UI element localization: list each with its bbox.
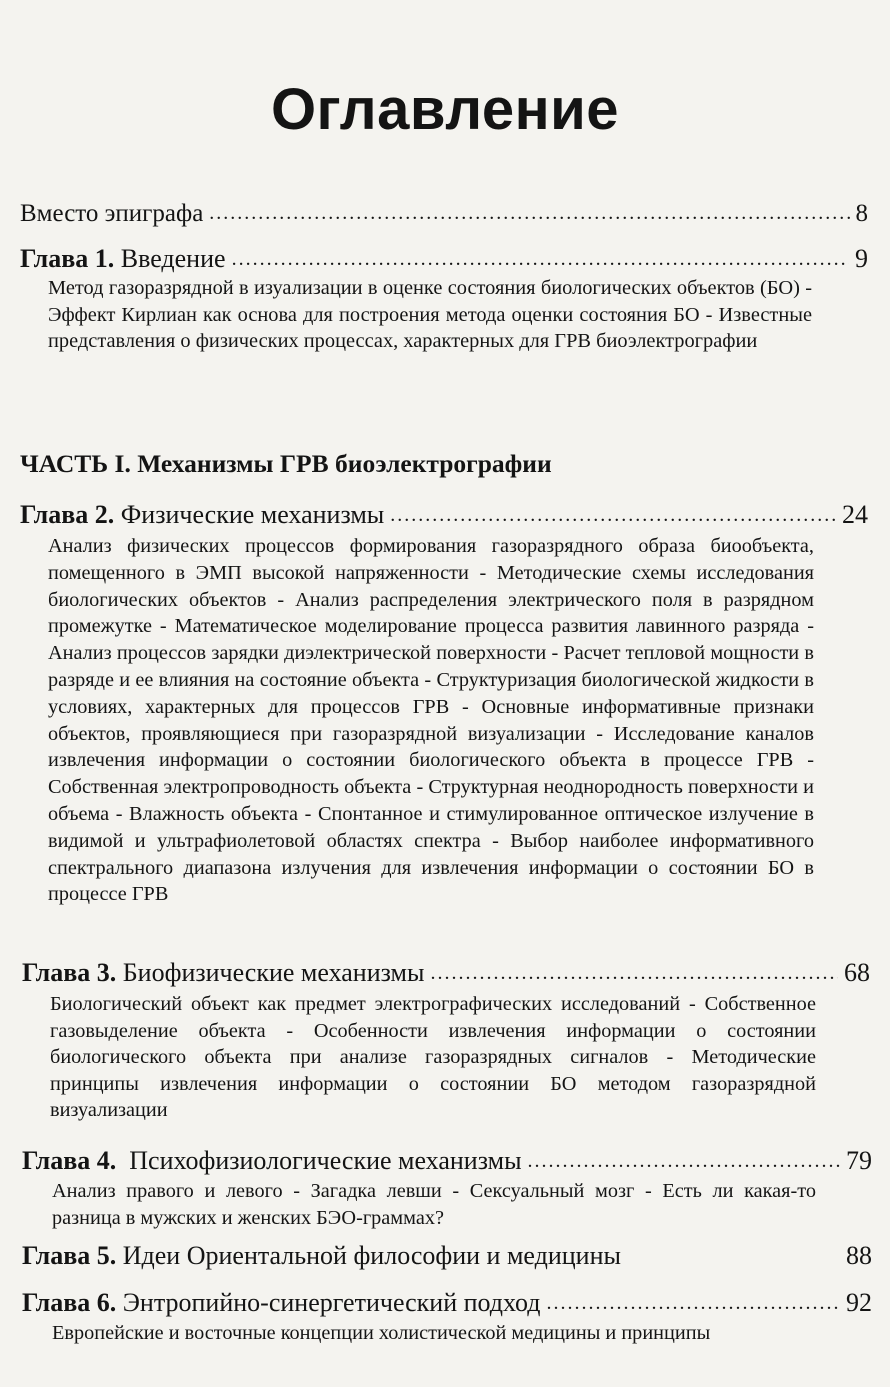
chapter-number: Глава 5.: [22, 1241, 117, 1270]
chapter-2-description: Анализ физических процессов формирования газоразрядного образа биообъекта, помещенного в ЭМП высокой напряженности - Методические схемы исследования биологических объектов - Анализ распределения электрического поля в разрядном промежутке - Математическое моделирование процесса развития лавинного разряда - Анализ процессов зарядки диэлектрической поверхности - Расчет тепловой мощности в разряде и ее влияния на состояние объекта - Структуризация биологической жидкости в условиях, характерных для процессов ГРВ - Основные информативные признаки объектов, проявляющиеся при газоразрядной визуализации - Исследование каналов извлечения информации о состоянии биологического объекта в процессе ГРВ - Собственная электропроводность объекта - Структурная неоднородность поверхности и объема - Влажность объекта - Спонтанное и стимулированное оптическое излучение в видимой и ультрафиолетовой областях спектра - Выбор наиболее информативного спектрального диапазона излучения для извлечения информации о состоянии БО в процессе ГРВ: [48, 535, 814, 906]
toc-entry-chapter-6[interactable]: [22, 1288, 872, 1318]
dot-leader: [528, 1144, 840, 1174]
chapter-number: Глава 6.: [22, 1288, 117, 1317]
chapter-title: Психофизиологические механизмы: [129, 1146, 522, 1175]
chapter-title: Идеи Ориентальной философии и медицины: [122, 1241, 621, 1270]
chapter-title: Биофизические механизмы: [122, 958, 425, 987]
toc-entry-chapter-3[interactable]: [22, 958, 870, 988]
page-number: 79: [846, 1146, 872, 1175]
chapter-number: Глава 2.: [20, 500, 115, 529]
toc-entry-chapter-1[interactable]: [20, 244, 868, 274]
page-title: Оглавление: [270, 77, 620, 142]
dot-leader: [209, 198, 849, 226]
dot-leader: [430, 956, 838, 986]
chapter-title: Энтропийно-синергетический подход: [122, 1288, 541, 1317]
chapter-1-description: Метод газоразрядной в изуализации в оценке состояния биологических объектов (БО) - Эффект Кирлиан как основа для построения метода оценки состояния БО - Известные представления о физических процессах, характерных для ГРВ биоэлектрографии: [48, 277, 812, 353]
toc-entry-chapter-5[interactable]: [22, 1241, 872, 1271]
page-number: 24: [842, 500, 868, 529]
chapter-number: Глава 4.: [22, 1146, 117, 1175]
chapter-6-description: Европейские и восточные концепции холистической медицины и принципы: [52, 1322, 711, 1344]
chapter-3-description: Биологический объект как предмет электрографических исследований - Собственное газовыделение объекта - Особенности извлечения информации о состоянии биологического объекта при анализе газоразрядных сигналов - Методические принципы извлечения информации о состоянии БО методом газоразрядной визуализации: [50, 993, 816, 1122]
entry-label: Вместо эпиграфа: [20, 200, 204, 227]
chapter-number: Глава 3.: [22, 958, 117, 987]
page-number: 88: [846, 1241, 872, 1270]
page-number: 68: [844, 958, 870, 987]
page-number: 8: [855, 200, 868, 227]
chapter-4-description: Анализ правого и левого - Загадка левши - Сексуальный мозг - Есть ли какая-то разница в мужских и женских БЭО-граммах?: [52, 1180, 816, 1229]
page-number: 9: [855, 244, 868, 273]
chapter-title: Введение: [120, 244, 226, 273]
part-heading: ЧАСТЬ I. Механизмы ГРВ биоэлектрографии: [20, 449, 552, 478]
toc-entry-chapter-4[interactable]: [22, 1146, 872, 1176]
chapter-title: Физические механизмы: [120, 500, 385, 529]
dot-leader: [390, 498, 836, 528]
dot-leader: [547, 1286, 840, 1316]
dot-leader: [232, 242, 849, 272]
toc-entry-epigraph[interactable]: [20, 200, 868, 228]
page-number: 92: [846, 1288, 872, 1317]
toc-entry-chapter-2[interactable]: [20, 500, 868, 530]
chapter-number: Глава 1.: [20, 244, 115, 273]
